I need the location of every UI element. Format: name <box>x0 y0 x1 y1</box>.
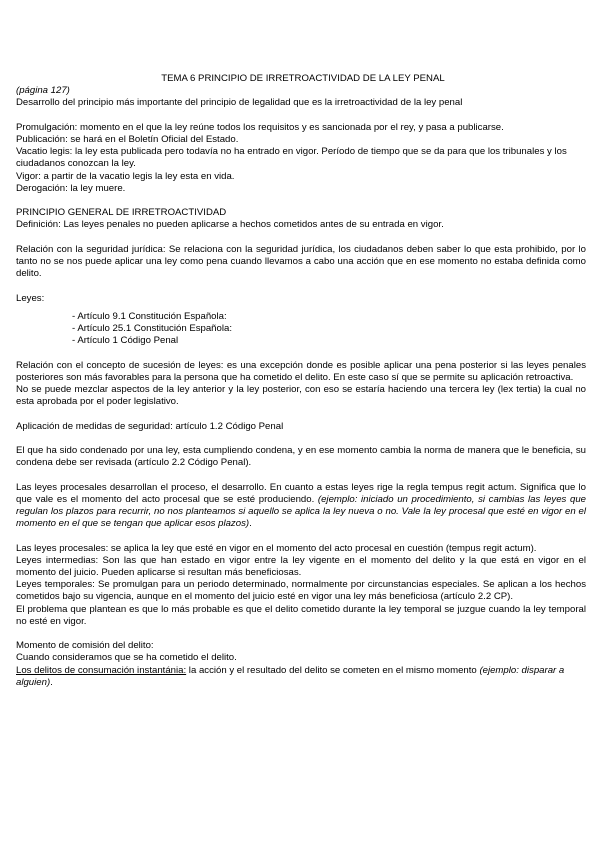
def-derogacion: Derogación: la ley muere. <box>16 182 126 194</box>
consumacion-underlined: Los delitos de consumación instantánia: <box>16 664 187 676</box>
consumacion-end: . <box>50 676 53 688</box>
list-item: - Artículo 1 Código Penal <box>72 335 179 347</box>
medidas-seguridad-line: Aplicación de medidas de seguridad: artículo 1.2 Código Penal <box>16 420 284 432</box>
consumacion-paragraph <box>16 665 586 689</box>
consumacion-text: la acción y el resultado del delito se cometen en el mismo momento <box>186 664 480 676</box>
section-heading-principio: PRINCIPIO GENERAL DE IRRETROACTIVIDAD <box>16 207 227 219</box>
leyes-intermedias-paragraph: Leyes intermedias: Son las que han estado en vigor entre la ley vigente en el momento del delito y la que está en vigor en el momento del juicio. Pueden aplicarse si resultan más beneficiosas. <box>16 554 586 578</box>
def-vacatio-legis: Vacatio legis: la ley esta publicada pero todavía no ha entrado en vigor. Período de tiempo que se da para que los tribunales y los ciudadanos conozcan la ley. <box>16 146 567 170</box>
def-vigor: Vigor: a partir de la vacatio legis la ley esta en vida. <box>16 170 235 182</box>
procesales-example: (ejemplo: iniciado un procedimiento, si cambias las leyes que regulan los plazos para recurrir, no nos planteamos si aquello se aplica la ley nueva o no. Vale la ley procesal que esté en vigor en el momento en el que se tengan que aplicar esos plazos) <box>16 493 586 530</box>
list-item: - Artículo 25.1 Constitución Española: <box>72 323 232 334</box>
leyes-temporales-paragraph: Leyes temporales: Se promulgan para un periodo determinado, normalmente por circunstancias especiales. Se aplican a los hechos cometidos bajo su vigencia, aunque en el momento del juicio esté en vigor una ley más beneficiosa (artículo 2.2 CP). <box>16 579 586 603</box>
condenado-paragraph: El que ha sido condenado por una ley, esta cumpliendo condena, y en ese momento cambia la norma de manera que le beneficia, su condena debe ser revisada (artículo 2.2 Código Penal). <box>16 444 586 469</box>
procesales-end: . <box>249 518 252 530</box>
sucesion-paragraph: Relación con el concepto de sucesión de leyes: es una excepción donde es posible aplicar una pena posterior si las leyes penales posteriores son más favorables para la persona que ha cometido el delito. En este caso sí que se permite su aplicación retroactiva. <box>16 359 586 383</box>
comision-heading: Momento de comisión del delito: <box>16 640 154 652</box>
leyes-list <box>72 311 586 348</box>
seguridad-juridica-paragraph: Relación con la seguridad jurídica: Se relaciona con la seguridad jurídica, los ciudadanos deben saber lo que esta prohibido, por lo tanto no se nos puede aplicar una ley como pena cuando llevamos a cabo una acción que en ese momento no estaba definida como delito. <box>16 243 586 280</box>
principio-definicion: Definición: Las leyes penales no pueden aplicarse a hechos cometidos antes de su entrada en vigor. <box>16 219 444 231</box>
document-body <box>16 73 586 689</box>
page-title: TEMA 6 PRINCIPIO DE IRRETROACTIVIDAD DE LA LEY PENAL <box>161 73 445 84</box>
def-publicacion: Publicación: se hará en el Boletín Oficial del Estado. <box>16 134 239 145</box>
leyes-procesales-line: Las leyes procesales: se aplica la ley que esté en vigor en el momento del acto procesal en cuestión (tempus regit actum). <box>16 542 537 554</box>
leyes-procesales-paragraph <box>16 482 586 531</box>
leyes-label: Leyes: <box>16 292 45 304</box>
page-reference: (página 127) <box>16 85 70 97</box>
consumacion-example: (ejemplo: disparar a alguien) <box>16 664 565 688</box>
list-item: - Artículo 9.1 Constitución Española: <box>72 310 227 322</box>
def-promulgacion: Promulgación: momento en el que la ley reúne todos los requisitos y es sancionada por el rey, y pasa a publicarse. <box>16 121 504 133</box>
problema-paragraph: El problema que plantean es que lo más probable es que el delito cometido durante la ley temporal se juzgue cuando la ley temporal no esté en vigor. <box>16 603 586 627</box>
lex-tertia-paragraph: No se puede mezclar aspectos de la ley anterior y la ley posterior, con eso se estaría haciendo una tercera ley (lex tertia) la cual no esta aprobada por el poder legislativo. <box>16 384 586 408</box>
comision-line: Cuando consideramos que se ha cometido el delito. <box>16 652 237 664</box>
intro-paragraph: Desarrollo del principio más importante del principio de legalidad que es la irretroactividad de la ley penal <box>16 97 463 109</box>
procesales-text: Las leyes procesales desarrollan el proceso, el desarrollo. En cuanto a estas leyes rige la regla tempus regit actum. Significa que lo que vale es el momento del acto procesal que se esté produciendo. <box>16 481 586 505</box>
